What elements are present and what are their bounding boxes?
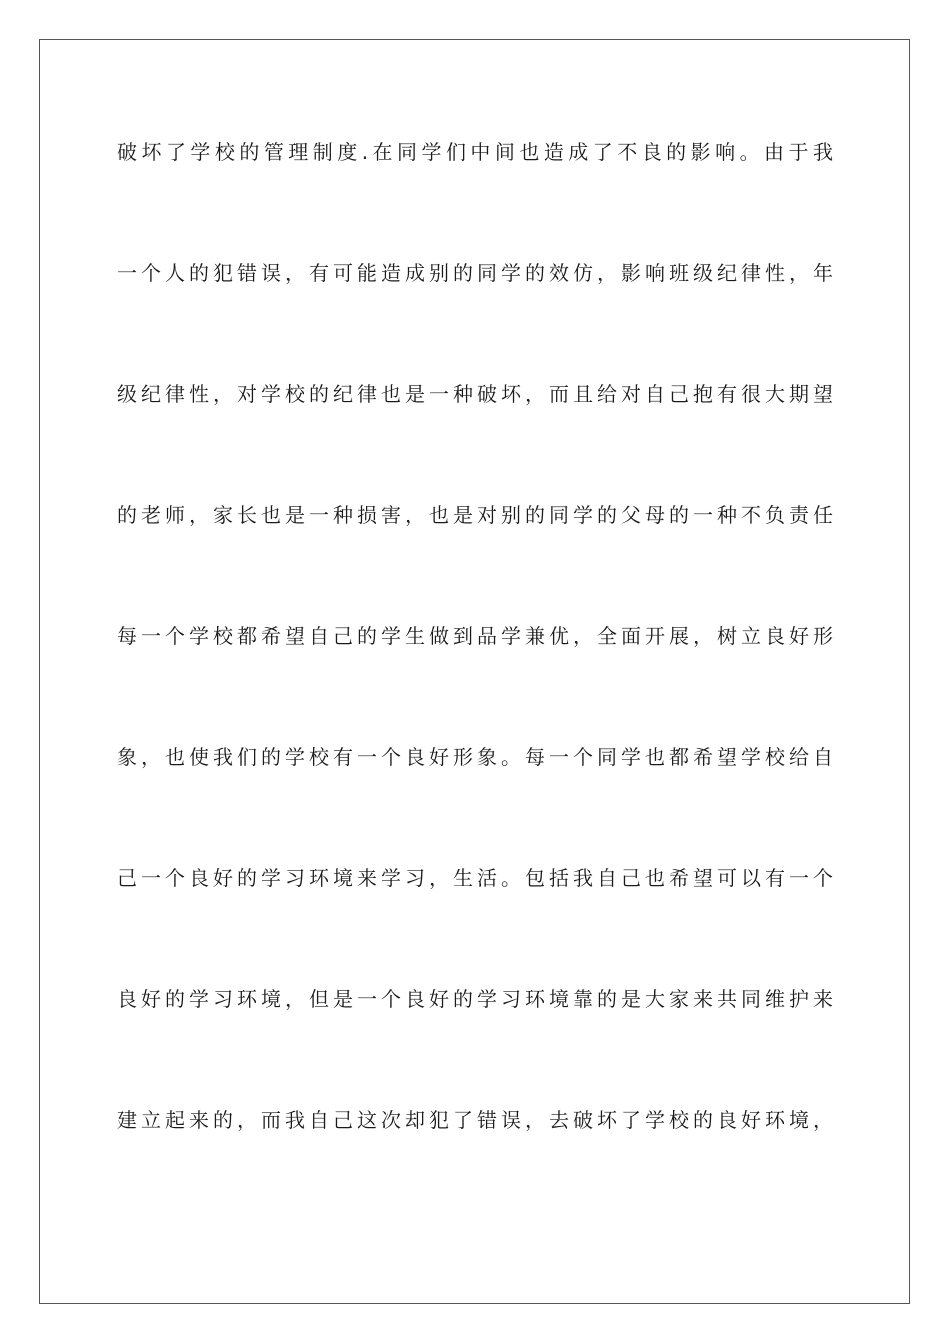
body-text-line: 的老师，家长也是一种损害，也是对别的同学的父母的一种不负责任 bbox=[117, 503, 833, 527]
body-text-line: 象，也使我们的学校有一个良好形象。每一个同学也都希望学校给自 bbox=[117, 745, 833, 769]
body-text-line: 建立起来的，而我自己这次却犯了错误，去破坏了学校的良好环境， bbox=[117, 1108, 833, 1132]
body-text-line: 己一个良好的学习环境来学习，生活。包括我自己也希望可以有一个 bbox=[117, 866, 833, 890]
body-text-line: 破坏了学校的管理制度.在同学们中间也造成了不良的影响。由于我 bbox=[117, 140, 833, 164]
body-text-line: 一个人的犯错误，有可能造成别的同学的效仿，影响班级纪律性，年 bbox=[117, 261, 833, 285]
body-text-line: 级纪律性，对学校的纪律也是一种破坏，而且给对自己抱有很大期望 bbox=[117, 382, 833, 406]
body-text-line: 良好的学习环境，但是一个良好的学习环境靠的是大家来共同维护来 bbox=[117, 987, 833, 1011]
body-text-line: 每一个学校都希望自己的学生做到品学兼优，全面开展，树立良好形 bbox=[117, 624, 833, 648]
